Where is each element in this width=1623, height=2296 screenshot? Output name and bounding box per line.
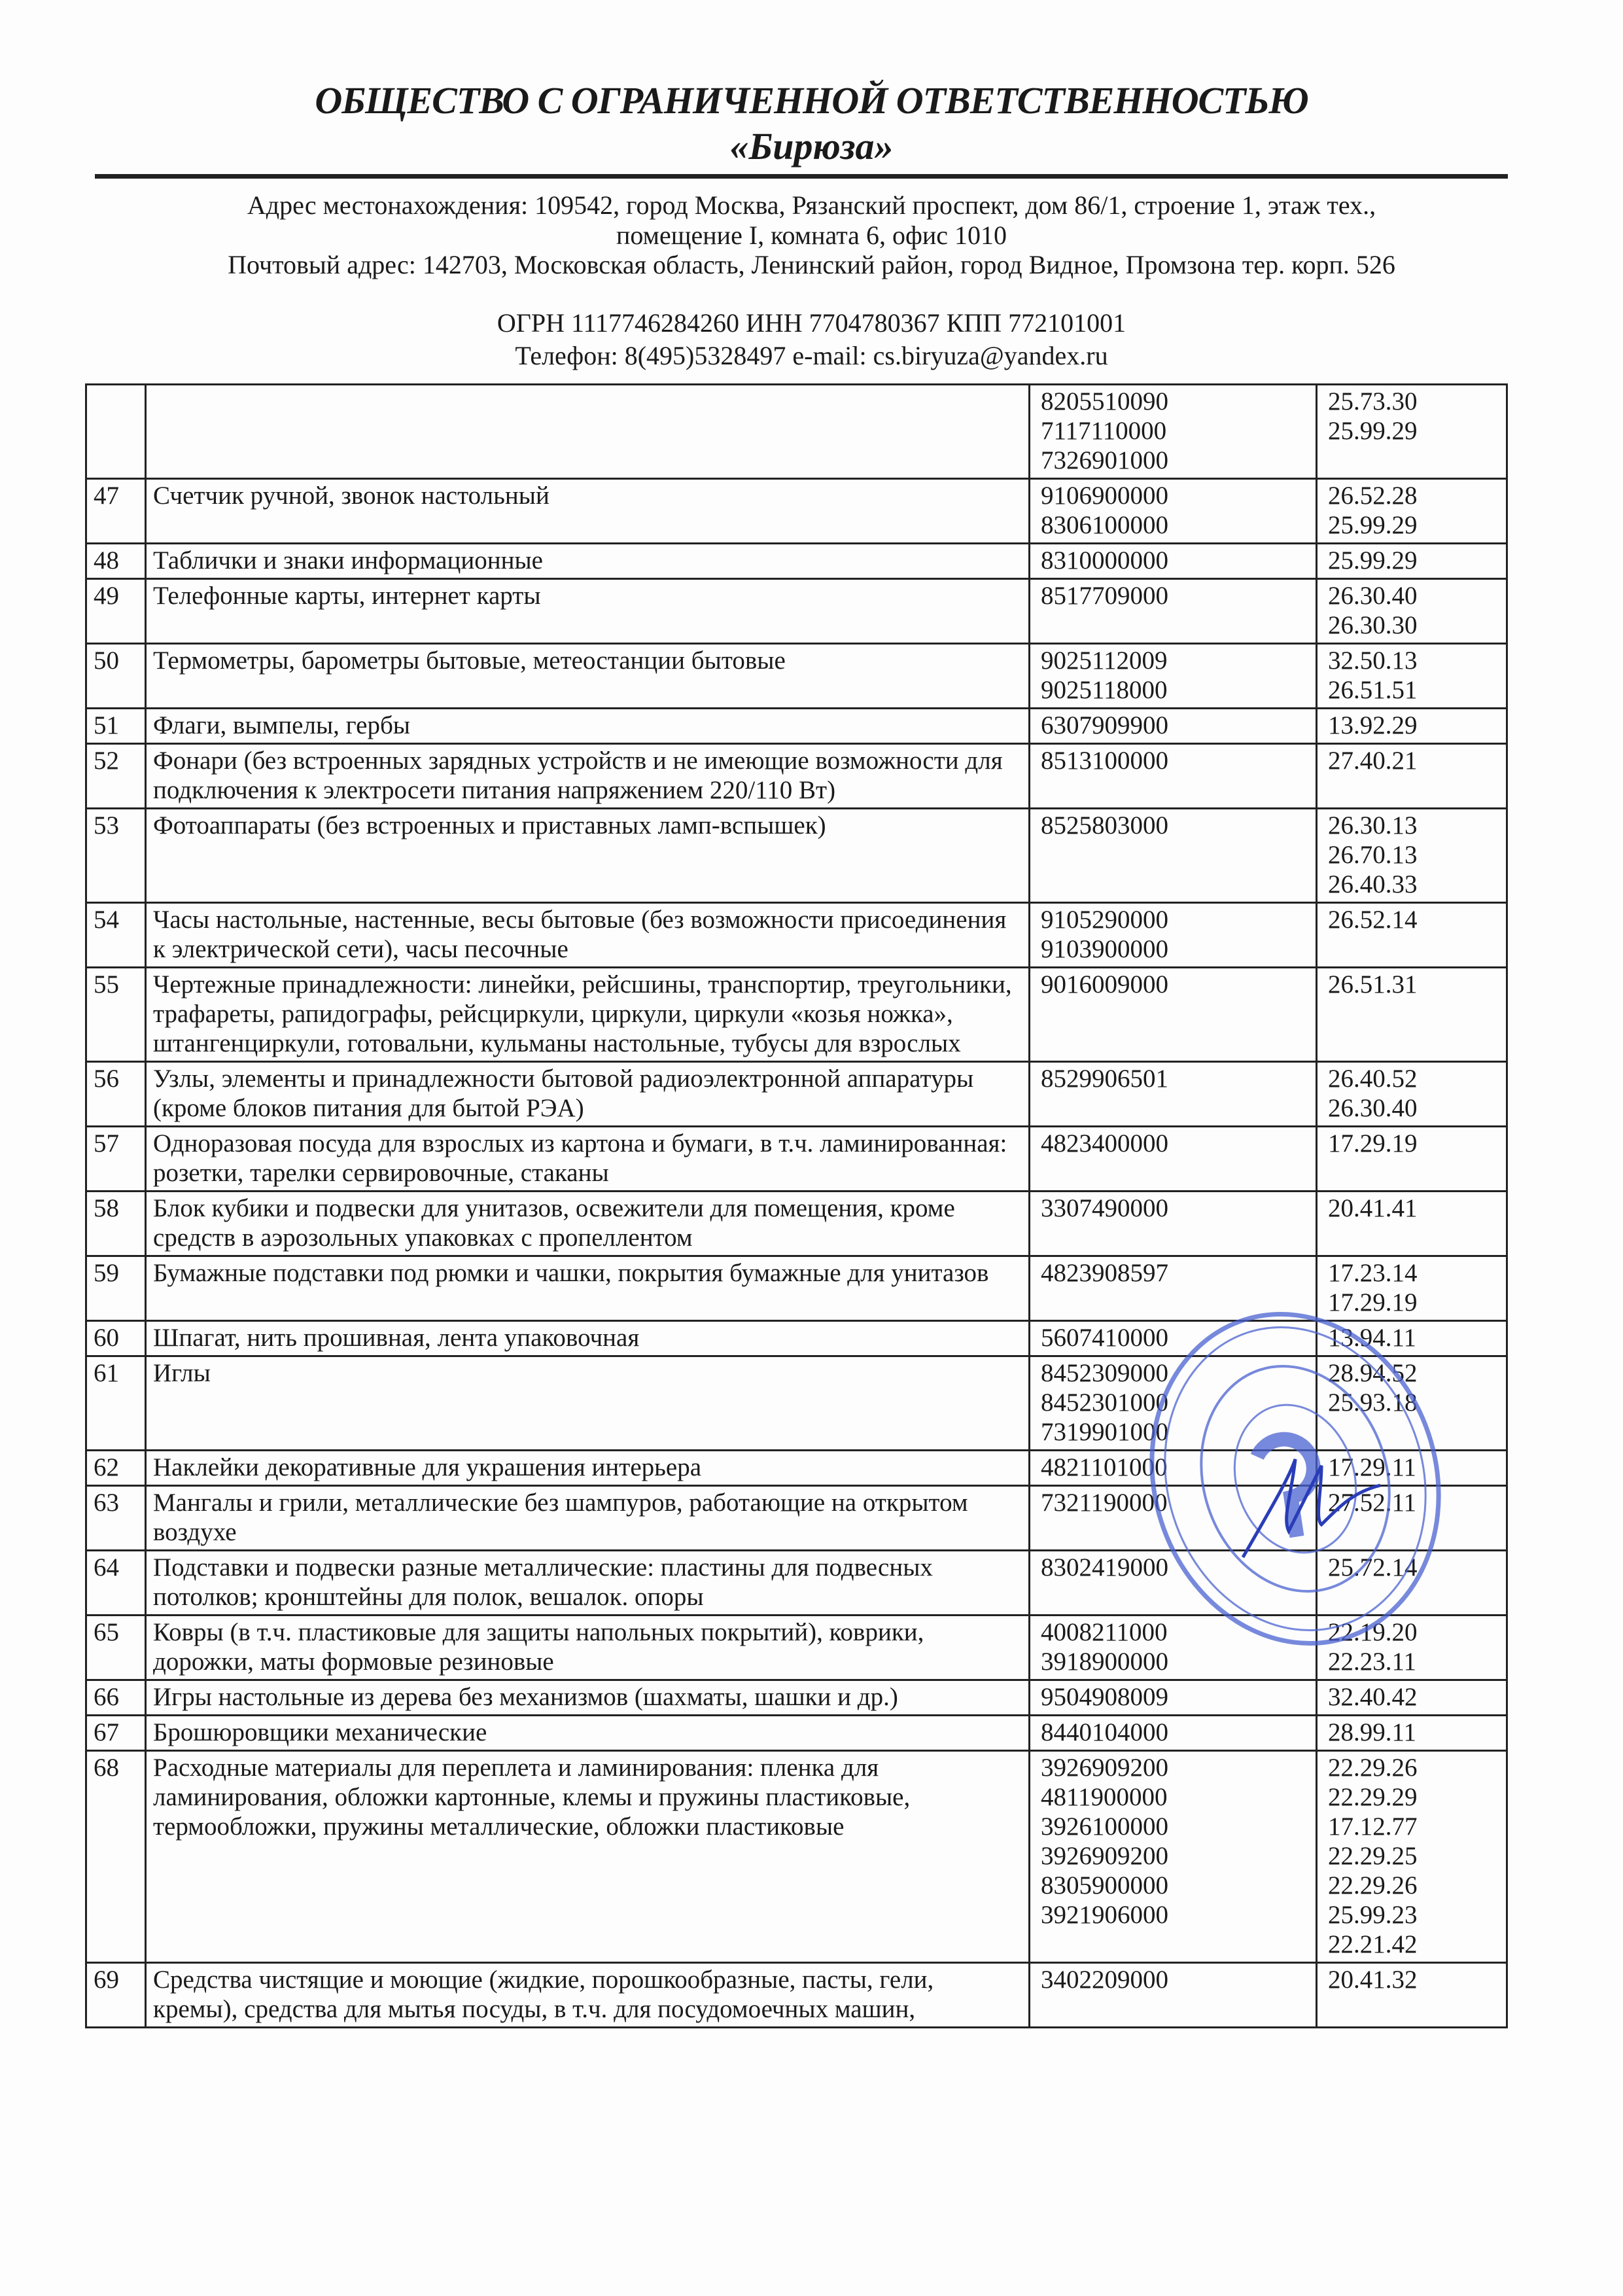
tn-ved-code: 8525803000 (1041, 811, 1168, 839)
tn-ved-code: 4823400000 (1041, 1129, 1168, 1157)
okpd-code: 25.99.29 (1328, 511, 1418, 539)
table-row (86, 1963, 1507, 2028)
okpd-code: 22.19.20 (1328, 1618, 1418, 1646)
product-name: Наклейки декоративные для украшения интерьера (146, 1451, 1030, 1486)
okpd-code: 26.52.14 (1328, 906, 1418, 934)
okpd-code: 22.29.29 (1328, 1783, 1418, 1811)
tn-ved-codes (1030, 1356, 1317, 1451)
row-number: 58 (86, 1192, 146, 1256)
table-row (86, 709, 1507, 744)
okpd-code: 20.41.32 (1328, 1966, 1418, 1994)
okpd-code: 22.29.25 (1328, 1842, 1418, 1870)
okpd-code: 25.99.29 (1328, 417, 1418, 445)
row-number: 47 (86, 479, 146, 544)
row-number: 51 (86, 709, 146, 744)
okpd-code: 26.30.13 (1328, 811, 1418, 839)
tn-ved-code: 3921906000 (1041, 1901, 1168, 1929)
product-name: Ковры (в т.ч. пластиковые для защиты напольных покрытий), коврики, дорожки, маты формовые резиновые (146, 1616, 1030, 1680)
tn-ved-codes (1030, 1321, 1317, 1356)
header-rule (95, 174, 1508, 179)
tn-ved-codes (1030, 644, 1317, 709)
tn-ved-codes (1030, 385, 1317, 479)
table-row (86, 1062, 1507, 1127)
tn-ved-codes (1030, 1751, 1317, 1963)
postal-address: Почтовый адрес: 142703, Московская область, Ленинский район, город Видное, Промзона тер. корп. 526 (228, 250, 1395, 279)
product-name: Блок кубики и подвески для унитазов, освежители для помещения, кроме средств в аэрозольных упаковках с пропеллентом (146, 1192, 1030, 1256)
okpd-code: 32.50.13 (1328, 646, 1418, 675)
okpd-codes (1317, 1192, 1507, 1256)
okpd-code: 25.93.18 (1328, 1388, 1418, 1417)
tn-ved-code: 9025118000 (1041, 676, 1168, 704)
okpd-codes (1317, 1451, 1507, 1486)
tn-ved-codes (1030, 968, 1317, 1062)
table-row (86, 1451, 1507, 1486)
okpd-codes (1317, 903, 1507, 968)
row-number: 62 (86, 1451, 146, 1486)
okpd-code: 25.99.29 (1328, 546, 1418, 574)
okpd-code: 26.40.33 (1328, 870, 1418, 898)
product-name: Часы настольные, настенные, весы бытовые (без возможности присоединения к электрической сети), часы песочные (146, 903, 1030, 968)
okpd-code: 26.40.52 (1328, 1065, 1418, 1093)
table-row (86, 1486, 1507, 1551)
okpd-codes (1317, 1551, 1507, 1616)
tn-ved-codes (1030, 1963, 1317, 2028)
okpd-code: 20.41.41 (1328, 1194, 1418, 1222)
row-number: 67 (86, 1716, 146, 1751)
okpd-codes (1317, 644, 1507, 709)
product-name: Чертежные принадлежности: линейки, рейсшины, транспортир, треугольники, трафареты, рапидографы, рейсциркули, циркули, циркули «козья ножка», штангенциркули, готовальни, кульманы настольные, тубусы для взрослых (146, 968, 1030, 1062)
tn-ved-code: 5607410000 (1041, 1324, 1168, 1352)
tn-ved-code: 3926909200 (1041, 1842, 1168, 1870)
tn-ved-code: 9106900000 (1041, 482, 1168, 510)
okpd-codes (1317, 1716, 1507, 1751)
table-row (86, 1356, 1507, 1451)
okpd-codes (1317, 385, 1507, 479)
table-row (86, 479, 1507, 544)
product-name: Фотоаппараты (без встроенных и приставных ламп-вспышек) (146, 809, 1030, 903)
table-row (86, 1256, 1507, 1321)
tn-ved-code: 8302419000 (1041, 1553, 1168, 1581)
okpd-code: 25.73.30 (1328, 387, 1418, 415)
product-name: Одноразовая посуда для взрослых из картона и бумаги, в т.ч. ламинированная: розетки, тарелки сервировочные, стаканы (146, 1127, 1030, 1192)
tn-ved-code: 9016009000 (1041, 970, 1168, 998)
row-number: 57 (86, 1127, 146, 1192)
tn-ved-codes (1030, 479, 1317, 544)
product-name: Счетчик ручной, звонок настольный (146, 479, 1030, 544)
product-name: Шпагат, нить прошивная, лента упаковочная (146, 1321, 1030, 1356)
okpd-code: 22.21.42 (1328, 1930, 1418, 1958)
tn-ved-codes (1030, 744, 1317, 809)
address-line-2: помещение I, комната 6, офис 1010 (616, 221, 1007, 250)
product-name: Бумажные подставки под рюмки и чашки, покрытия бумажные для унитазов (146, 1256, 1030, 1321)
tn-ved-codes (1030, 809, 1317, 903)
row-number: 49 (86, 579, 146, 644)
okpd-codes (1317, 1356, 1507, 1451)
okpd-code: 17.29.11 (1328, 1453, 1417, 1481)
tn-ved-code: 8513100000 (1041, 747, 1168, 775)
tn-ved-codes (1030, 1551, 1317, 1616)
table-row (86, 1321, 1507, 1356)
row-number: 52 (86, 744, 146, 809)
tn-ved-code: 3926909200 (1041, 1754, 1168, 1782)
okpd-code: 25.99.23 (1328, 1901, 1418, 1929)
okpd-code: 26.70.13 (1328, 841, 1418, 869)
okpd-codes (1317, 809, 1507, 903)
row-number (86, 385, 146, 479)
tn-ved-code: 7319901000 (1041, 1418, 1168, 1446)
row-number: 55 (86, 968, 146, 1062)
tn-ved-codes (1030, 1451, 1317, 1486)
tn-ved-code: 6307909900 (1041, 711, 1168, 739)
tn-ved-code: 8452309000 (1041, 1359, 1168, 1387)
table-row (86, 644, 1507, 709)
product-name: Таблички и знаки информационные (146, 544, 1030, 579)
okpd-code: 26.51.51 (1328, 676, 1418, 704)
tn-ved-code: 9105290000 (1041, 906, 1168, 934)
tn-ved-code: 3307490000 (1041, 1194, 1168, 1222)
table-row (86, 1192, 1507, 1256)
tn-ved-code: 4821101000 (1041, 1453, 1168, 1481)
tn-ved-code: 8205510090 (1041, 387, 1168, 415)
product-name: Термометры, барометры бытовые, метеостанции бытовые (146, 644, 1030, 709)
okpd-codes (1317, 744, 1507, 809)
product-name: Расходные материалы для переплета и ламинирования: пленка для ламинирования, обложки картонные, клемы и пружины пластиковые, термообложки, пружины металлические, обложки пластиковые (146, 1751, 1030, 1963)
tn-ved-codes (1030, 1256, 1317, 1321)
row-number: 66 (86, 1680, 146, 1716)
row-number: 54 (86, 903, 146, 968)
row-number: 69 (86, 1963, 146, 2028)
okpd-code: 22.29.26 (1328, 1871, 1418, 1899)
table-row (86, 579, 1507, 644)
table-row (86, 809, 1507, 903)
tn-ved-code: 9504908009 (1041, 1683, 1168, 1711)
registration-numbers: ОГРН 1117746284260 ИНН 7704780367 КПП 772101001 (497, 308, 1126, 338)
okpd-code: 28.99.11 (1328, 1718, 1417, 1746)
table-row (86, 1551, 1507, 1616)
tn-ved-code: 4823908597 (1041, 1259, 1168, 1287)
tn-ved-code: 4008211000 (1041, 1618, 1168, 1646)
okpd-code: 26.52.28 (1328, 482, 1418, 510)
product-name: Фонари (без встроенных зарядных устройств и не имеющие возможности для подключения к электросети питания напряжением 220/110 Вт) (146, 744, 1030, 809)
okpd-code: 13.92.29 (1328, 711, 1418, 739)
row-number: 56 (86, 1062, 146, 1127)
row-number: 53 (86, 809, 146, 903)
tn-ved-codes (1030, 903, 1317, 968)
product-name: Телефонные карты, интернет карты (146, 579, 1030, 644)
okpd-code: 17.23.14 (1328, 1259, 1418, 1287)
row-number: 64 (86, 1551, 146, 1616)
okpd-codes (1317, 709, 1507, 744)
company-title: ОБЩЕСТВО С ОГРАНИЧЕННОЙ ОТВЕТСТВЕННОСТЬЮ (315, 79, 1308, 122)
product-name: Иглы (146, 1356, 1030, 1451)
row-number: 50 (86, 644, 146, 709)
tn-ved-code: 8452301000 (1041, 1388, 1168, 1417)
table-row (86, 385, 1507, 479)
tn-ved-code: 7326901000 (1041, 446, 1168, 474)
okpd-code: 26.51.31 (1328, 970, 1418, 998)
tn-ved-code: 8310000000 (1041, 546, 1168, 574)
okpd-code: 22.23.11 (1328, 1648, 1417, 1676)
table-row (86, 1680, 1507, 1716)
tn-ved-code: 9025112009 (1041, 646, 1168, 675)
table-row (86, 744, 1507, 809)
table-row (86, 1751, 1507, 1963)
product-name: Флаги, вымпелы, гербы (146, 709, 1030, 744)
tn-ved-code: 4811900000 (1041, 1783, 1168, 1811)
company-name: «Бирюза» (729, 125, 894, 168)
okpd-code: 26.30.30 (1328, 611, 1418, 639)
row-number: 65 (86, 1616, 146, 1680)
tn-ved-code: 8306100000 (1041, 511, 1168, 539)
okpd-code: 28.94.52 (1328, 1359, 1418, 1387)
okpd-code: 26.30.40 (1328, 582, 1418, 610)
tn-ved-code: 7321190000 (1041, 1489, 1168, 1517)
row-number: 61 (86, 1356, 146, 1451)
tn-ved-code: 3926100000 (1041, 1812, 1168, 1841)
tn-ved-codes (1030, 1192, 1317, 1256)
okpd-codes (1317, 1751, 1507, 1963)
tn-ved-codes (1030, 709, 1317, 744)
tn-ved-code: 8440104000 (1041, 1718, 1168, 1746)
tn-ved-codes (1030, 1127, 1317, 1192)
okpd-code: 17.29.19 (1328, 1288, 1418, 1316)
okpd-codes (1317, 544, 1507, 579)
products-table (85, 383, 1508, 2028)
product-name (146, 385, 1030, 479)
table-row (86, 903, 1507, 968)
okpd-codes (1317, 1680, 1507, 1716)
tn-ved-code: 3402209000 (1041, 1966, 1168, 1994)
okpd-codes (1317, 1321, 1507, 1356)
row-number: 68 (86, 1751, 146, 1963)
okpd-codes (1317, 968, 1507, 1062)
okpd-code: 27.52.11 (1328, 1489, 1417, 1517)
contacts: Телефон: 8(495)5328497 e-mail: cs.biryuza@yandex.ru (515, 341, 1108, 370)
tn-ved-codes (1030, 579, 1317, 644)
row-number: 48 (86, 544, 146, 579)
table-row (86, 1127, 1507, 1192)
product-name: Брошюровщики механические (146, 1716, 1030, 1751)
table-row (86, 544, 1507, 579)
tn-ved-codes (1030, 1062, 1317, 1127)
product-name: Подставки и подвески разные металлические: пластины для подвесных потолков; кронштейны для полок, вешалок. опоры (146, 1551, 1030, 1616)
tn-ved-codes (1030, 544, 1317, 579)
tn-ved-codes (1030, 1716, 1317, 1751)
okpd-code: 27.40.21 (1328, 747, 1418, 775)
okpd-codes (1317, 579, 1507, 644)
tn-ved-codes (1030, 1680, 1317, 1716)
okpd-code: 17.12.77 (1328, 1812, 1418, 1841)
address-line-1: Адрес местонахождения: 109542, город Москва, Рязанский проспект, дом 86/1, строение 1, этаж тех., (247, 190, 1376, 220)
okpd-codes (1317, 1963, 1507, 2028)
table-row (86, 1716, 1507, 1751)
okpd-codes (1317, 1127, 1507, 1192)
product-name: Игры настольные из дерева без механизмов (шахматы, шашки и др.) (146, 1680, 1030, 1716)
tn-ved-code: 3918900000 (1041, 1648, 1168, 1676)
tn-ved-code: 8517709000 (1041, 582, 1168, 610)
row-number: 59 (86, 1256, 146, 1321)
okpd-code: 25.72.14 (1328, 1553, 1418, 1581)
okpd-codes (1317, 1616, 1507, 1680)
table-row (86, 968, 1507, 1062)
okpd-codes (1317, 1062, 1507, 1127)
okpd-code: 17.29.19 (1328, 1129, 1418, 1157)
tn-ved-code: 8305900000 (1041, 1871, 1168, 1899)
product-name: Мангалы и грили, металлические без шампуров, работающие на открытом воздухе (146, 1486, 1030, 1551)
okpd-code: 22.29.26 (1328, 1754, 1418, 1782)
table-row (86, 1616, 1507, 1680)
okpd-code: 13.94.11 (1328, 1324, 1417, 1352)
okpd-codes (1317, 479, 1507, 544)
row-number: 60 (86, 1321, 146, 1356)
tn-ved-code: 8529906501 (1041, 1065, 1168, 1093)
tn-ved-codes (1030, 1486, 1317, 1551)
okpd-codes (1317, 1256, 1507, 1321)
okpd-code: 32.40.42 (1328, 1683, 1418, 1711)
tn-ved-codes (1030, 1616, 1317, 1680)
row-number: 63 (86, 1486, 146, 1551)
tn-ved-code: 7117110000 (1041, 417, 1167, 445)
product-name: Узлы, элементы и принадлежности бытовой радиоэлектронной аппаратуры (кроме блоков питания для бытой РЭА) (146, 1062, 1030, 1127)
tn-ved-code: 9103900000 (1041, 935, 1168, 963)
okpd-code: 26.30.40 (1328, 1094, 1418, 1122)
okpd-codes (1317, 1486, 1507, 1551)
product-name: Средства чистящие и моющие (жидкие, порошкообразные, пасты, гели, кремы), средства для мытья посуды, в т.ч. для посудомоечных машин, (146, 1963, 1030, 2028)
